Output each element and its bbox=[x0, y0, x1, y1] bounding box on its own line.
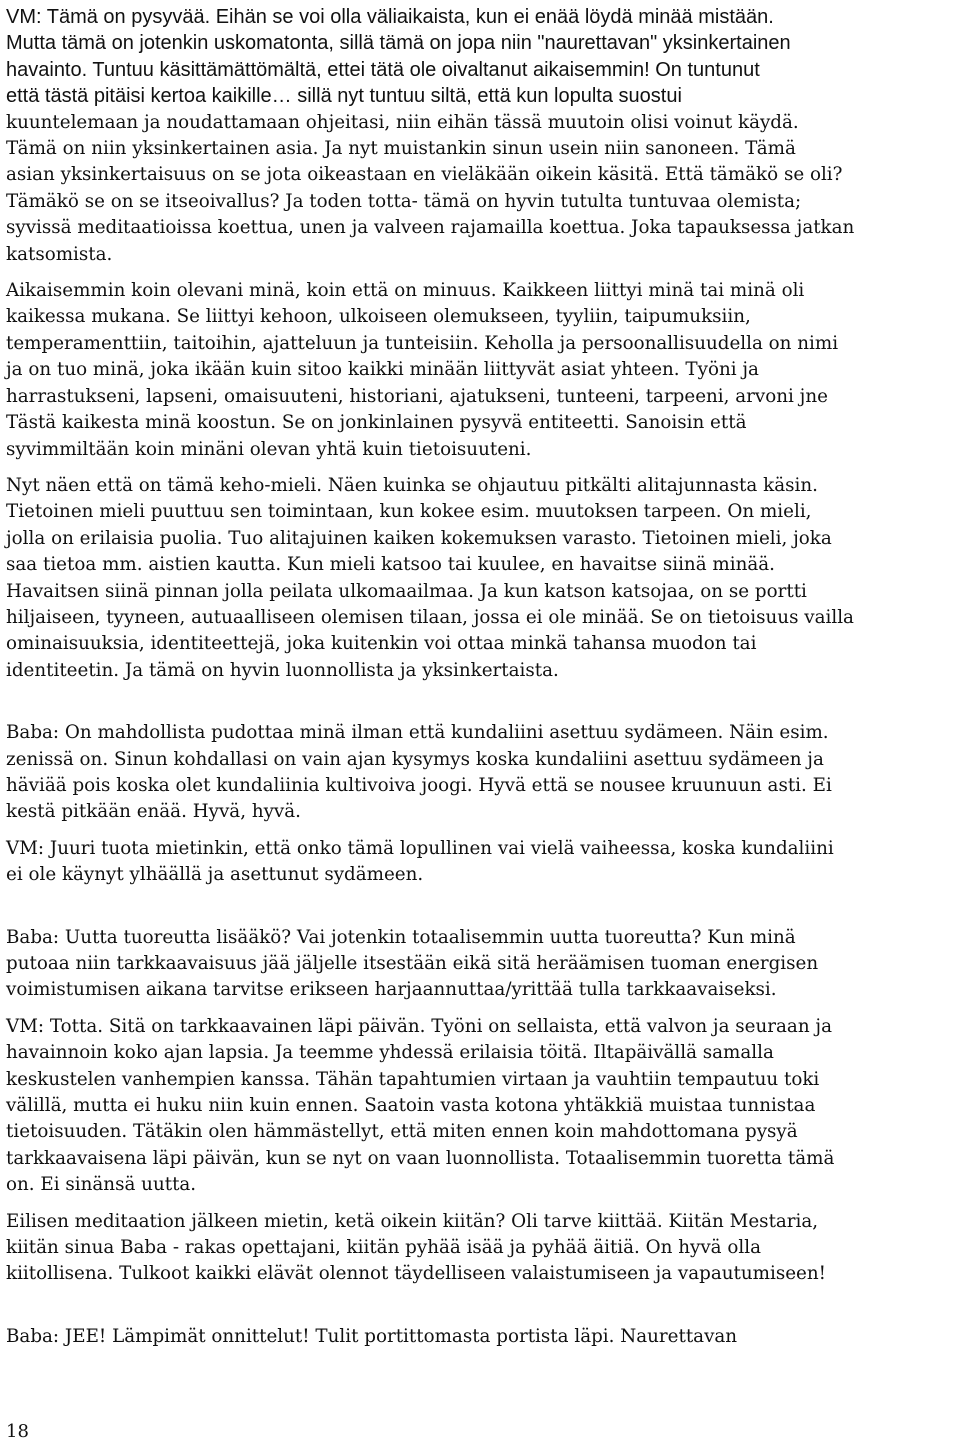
text-line: saa tietoa mm. aistien kautta. Kun mieli katsoo tai kuulee, en havaitse siinä minää. bbox=[6, 554, 775, 576]
paragraph-body-mind bbox=[6, 473, 954, 684]
text-line: identiteetin. Ja tämä on hyvin luonnollista ja yksinkertaista. bbox=[6, 659, 559, 681]
text-line: temperamenttiin, taitoihin, ajatteluun ja tunteisiin. Keholla ja persoonallisuudella on nimi bbox=[6, 332, 839, 354]
text-line: keskustelen vanhempien kanssa. Tähän tapahtumien virtaan ja vauhtiin tempautuu toki bbox=[6, 1068, 820, 1090]
paragraph-baba-2 bbox=[6, 925, 954, 1004]
text-line: Baba: On mahdollista pudottaa minä ilman että kundaliini asettuu sydämeen. Näin esim. bbox=[6, 722, 829, 744]
text-line: putoaa niin tarkkaavaisuus jää jäljelle itsestään eikä sitä heräämisen tuoman energisen bbox=[6, 953, 819, 974]
paragraph-earlier-self bbox=[6, 278, 954, 463]
paragraph-vm-3 bbox=[6, 1014, 954, 1199]
text-line: jolla on erilaisia puolia. Tuo alitajuinen kaiken kokemuksen varasto. Tietoinen mieli, joka bbox=[6, 527, 832, 549]
text-line: tarkkaavaisena läpi päivän, kun se nyt on vaan luonnollista. Totaalisemmin tuoretta tämä bbox=[6, 1147, 835, 1169]
paragraph-vm-1 bbox=[6, 4, 954, 268]
text-line: Tämäkö se on se itseoivallus? Ja toden totta- tämä on hyvin tutulta tuntuvaa olemista; bbox=[6, 190, 802, 212]
text-line: asian yksinkertaisuus on se jota oikeastaan en vieläkään oikein käsitä. Että tämäkö se oli? bbox=[6, 164, 843, 186]
text-line: kaikessa mukana. Se liittyi kehoon, ulkoiseen olemukseen, tyyliin, taipumuksiin, bbox=[6, 306, 751, 328]
text-line: välillä, mutta ei huku niin kuin ennen. Saatoin vasta kotona yhtäkkiä muistaa tunnistaa bbox=[6, 1095, 816, 1117]
text-line: VM: Totta. Sitä on tarkkaavainen läpi päivän. Työni on sellaista, että valvon ja seuraan ja bbox=[6, 1015, 832, 1037]
paragraph-baba-1 bbox=[6, 720, 954, 826]
document-page bbox=[6, 4, 954, 1350]
text-line: Baba: Uutta tuoreutta lisääkö? Vai jotenkin totaalisemmin uutta tuoreutta? Kun minä bbox=[6, 926, 796, 948]
paragraph-gratitude bbox=[6, 1209, 954, 1288]
text-line: Tietoinen mieli puuttuu sen toimintaan, kun kokee esim. muutoksen tarpeen. On mieli, bbox=[6, 501, 812, 523]
text-line: kiitollisena. Tulkoot kaikki elävät olennot täydelliseen valaistumiseen ja vapautumiseen! bbox=[6, 1263, 826, 1285]
text-line: hiljaiseen, tyyneen, autuaalliseen olemisen tilaan, jossa ei ole minää. Se on tietoisuus vailla bbox=[6, 606, 854, 628]
text-line: Mutta tämä on jotenkin uskomatonta, sillä tämä on jopa niin "naurettavan" yksinkertainen bbox=[6, 32, 791, 55]
paragraph-vm-2 bbox=[6, 836, 954, 889]
text-line: voimistumisen aikana tarvitse erikseen harjaannuttaa/yrittää tulla tarkkaavaiseksi. bbox=[6, 979, 777, 1001]
text-line: ja on tuo minä, joka ikään kuin sitoo kaikki minään liittyvät asiat yhteen. Työni ja bbox=[6, 359, 759, 381]
text-line: katsomista. bbox=[6, 243, 113, 265]
text-line: ei ole käynyt ylhäällä ja asettunut sydämeen. bbox=[6, 864, 424, 886]
text-line: harrastukseni, lapseni, omaisuuteni, historiani, ajatukseni, tunteeni, tarpeeni, arvoni jne bbox=[6, 385, 828, 407]
text-line: syvimmiltään koin minäni olevan yhtä kuin tietoisuuteni. bbox=[6, 438, 532, 460]
text-line: Eilisen meditaation jälkeen mietin, ketä oikein kiitän? Oli tarve kiittää. Kiitän Mestaria, bbox=[6, 1210, 819, 1232]
text-line: Tämä on niin yksinkertainen asia. Ja nyt muistankin sinun usein niin sanoneen. Tämä bbox=[6, 138, 796, 160]
text-line: syvissä meditaatioissa koettua, unen ja valveen rajamailla koettua. Joka tapauksessa jatkan bbox=[6, 217, 855, 239]
text-line: Tästä kaikesta minä koostun. Se on jonkinlainen pysyvä entiteetti. Sanoisin että bbox=[6, 412, 747, 434]
text-line: havainnoin koko ajan lapsia. Ja teemme yhdessä erilaisia töitä. Iltapäivällä samalla bbox=[6, 1042, 774, 1064]
text-line: on. Ei sinänsä uutta. bbox=[6, 1174, 197, 1196]
text-line: Baba: JEE! Lämpimät onnittelut! Tulit portittomasta portista läpi. Naurettavan bbox=[6, 1325, 738, 1347]
text-line: tietoisuuden. Tätäkin olen hämmästellyt, että miten ennen koin mahdottomana pysyä bbox=[6, 1121, 798, 1143]
text-line: Havaitsen siinä pinnan jolla peilata ulkomaailmaa. Ja kun katson katsojaa, on se portti bbox=[6, 580, 807, 602]
text-line: VM: Tämä on pysyvää. Eihän se voi olla väliaikaista, kun ei enää löydä minää mistään. bbox=[6, 6, 774, 28]
text-line: häviää pois koska olet kundaliinia kultivoiva joogi. Hyvä että se nousee kruunuun asti. Ei bbox=[6, 774, 832, 796]
text-line: VM: Juuri tuota mietinkin, että onko tämä lopullinen vai vielä vaiheessa, koska kundaliini bbox=[6, 837, 834, 859]
text-line: Nyt näen että on tämä keho-mieli. Näen kuinka se ohjautuu pitkälti alitajunnasta käsin. bbox=[6, 474, 818, 496]
page-number: 18 bbox=[6, 1421, 29, 1442]
text-line: kestä pitkään enää. Hyvä, hyvä. bbox=[6, 801, 301, 823]
text-line: Aikaisemmin koin olevani minä, koin että on minuus. Kaikkeen liittyi minä tai minä oli bbox=[6, 280, 805, 302]
text-line: havainto. Tuntuu käsittämättömältä, ettei tätä ole oivaltanut aikaisemmin! On tuntunut bbox=[6, 58, 760, 81]
text-line: kuuntelemaan ja noudattamaan ohjeitasi, niin eihän tässä muutoin olisi voinut käydä. bbox=[6, 111, 799, 133]
paragraph-baba-3 bbox=[6, 1324, 954, 1350]
text-line: kiitän sinua Baba - rakas opettajani, kiitän pyhää isää ja pyhää äitiä. On hyvä olla bbox=[6, 1237, 761, 1259]
text-line: että tästä pitäisi kertoa kaikille… sillä nyt tuntuu siltä, että kun lopulta suostui bbox=[6, 85, 682, 108]
text-line: zenissä on. Sinun kohdallasi on vain ajan kysymys koska kundaliini asettuu sydämeen ja bbox=[6, 748, 824, 770]
text-line: ominaisuuksia, identiteettejä, joka kuitenkin voi ottaa minkä tahansa muodon tai bbox=[6, 633, 757, 655]
